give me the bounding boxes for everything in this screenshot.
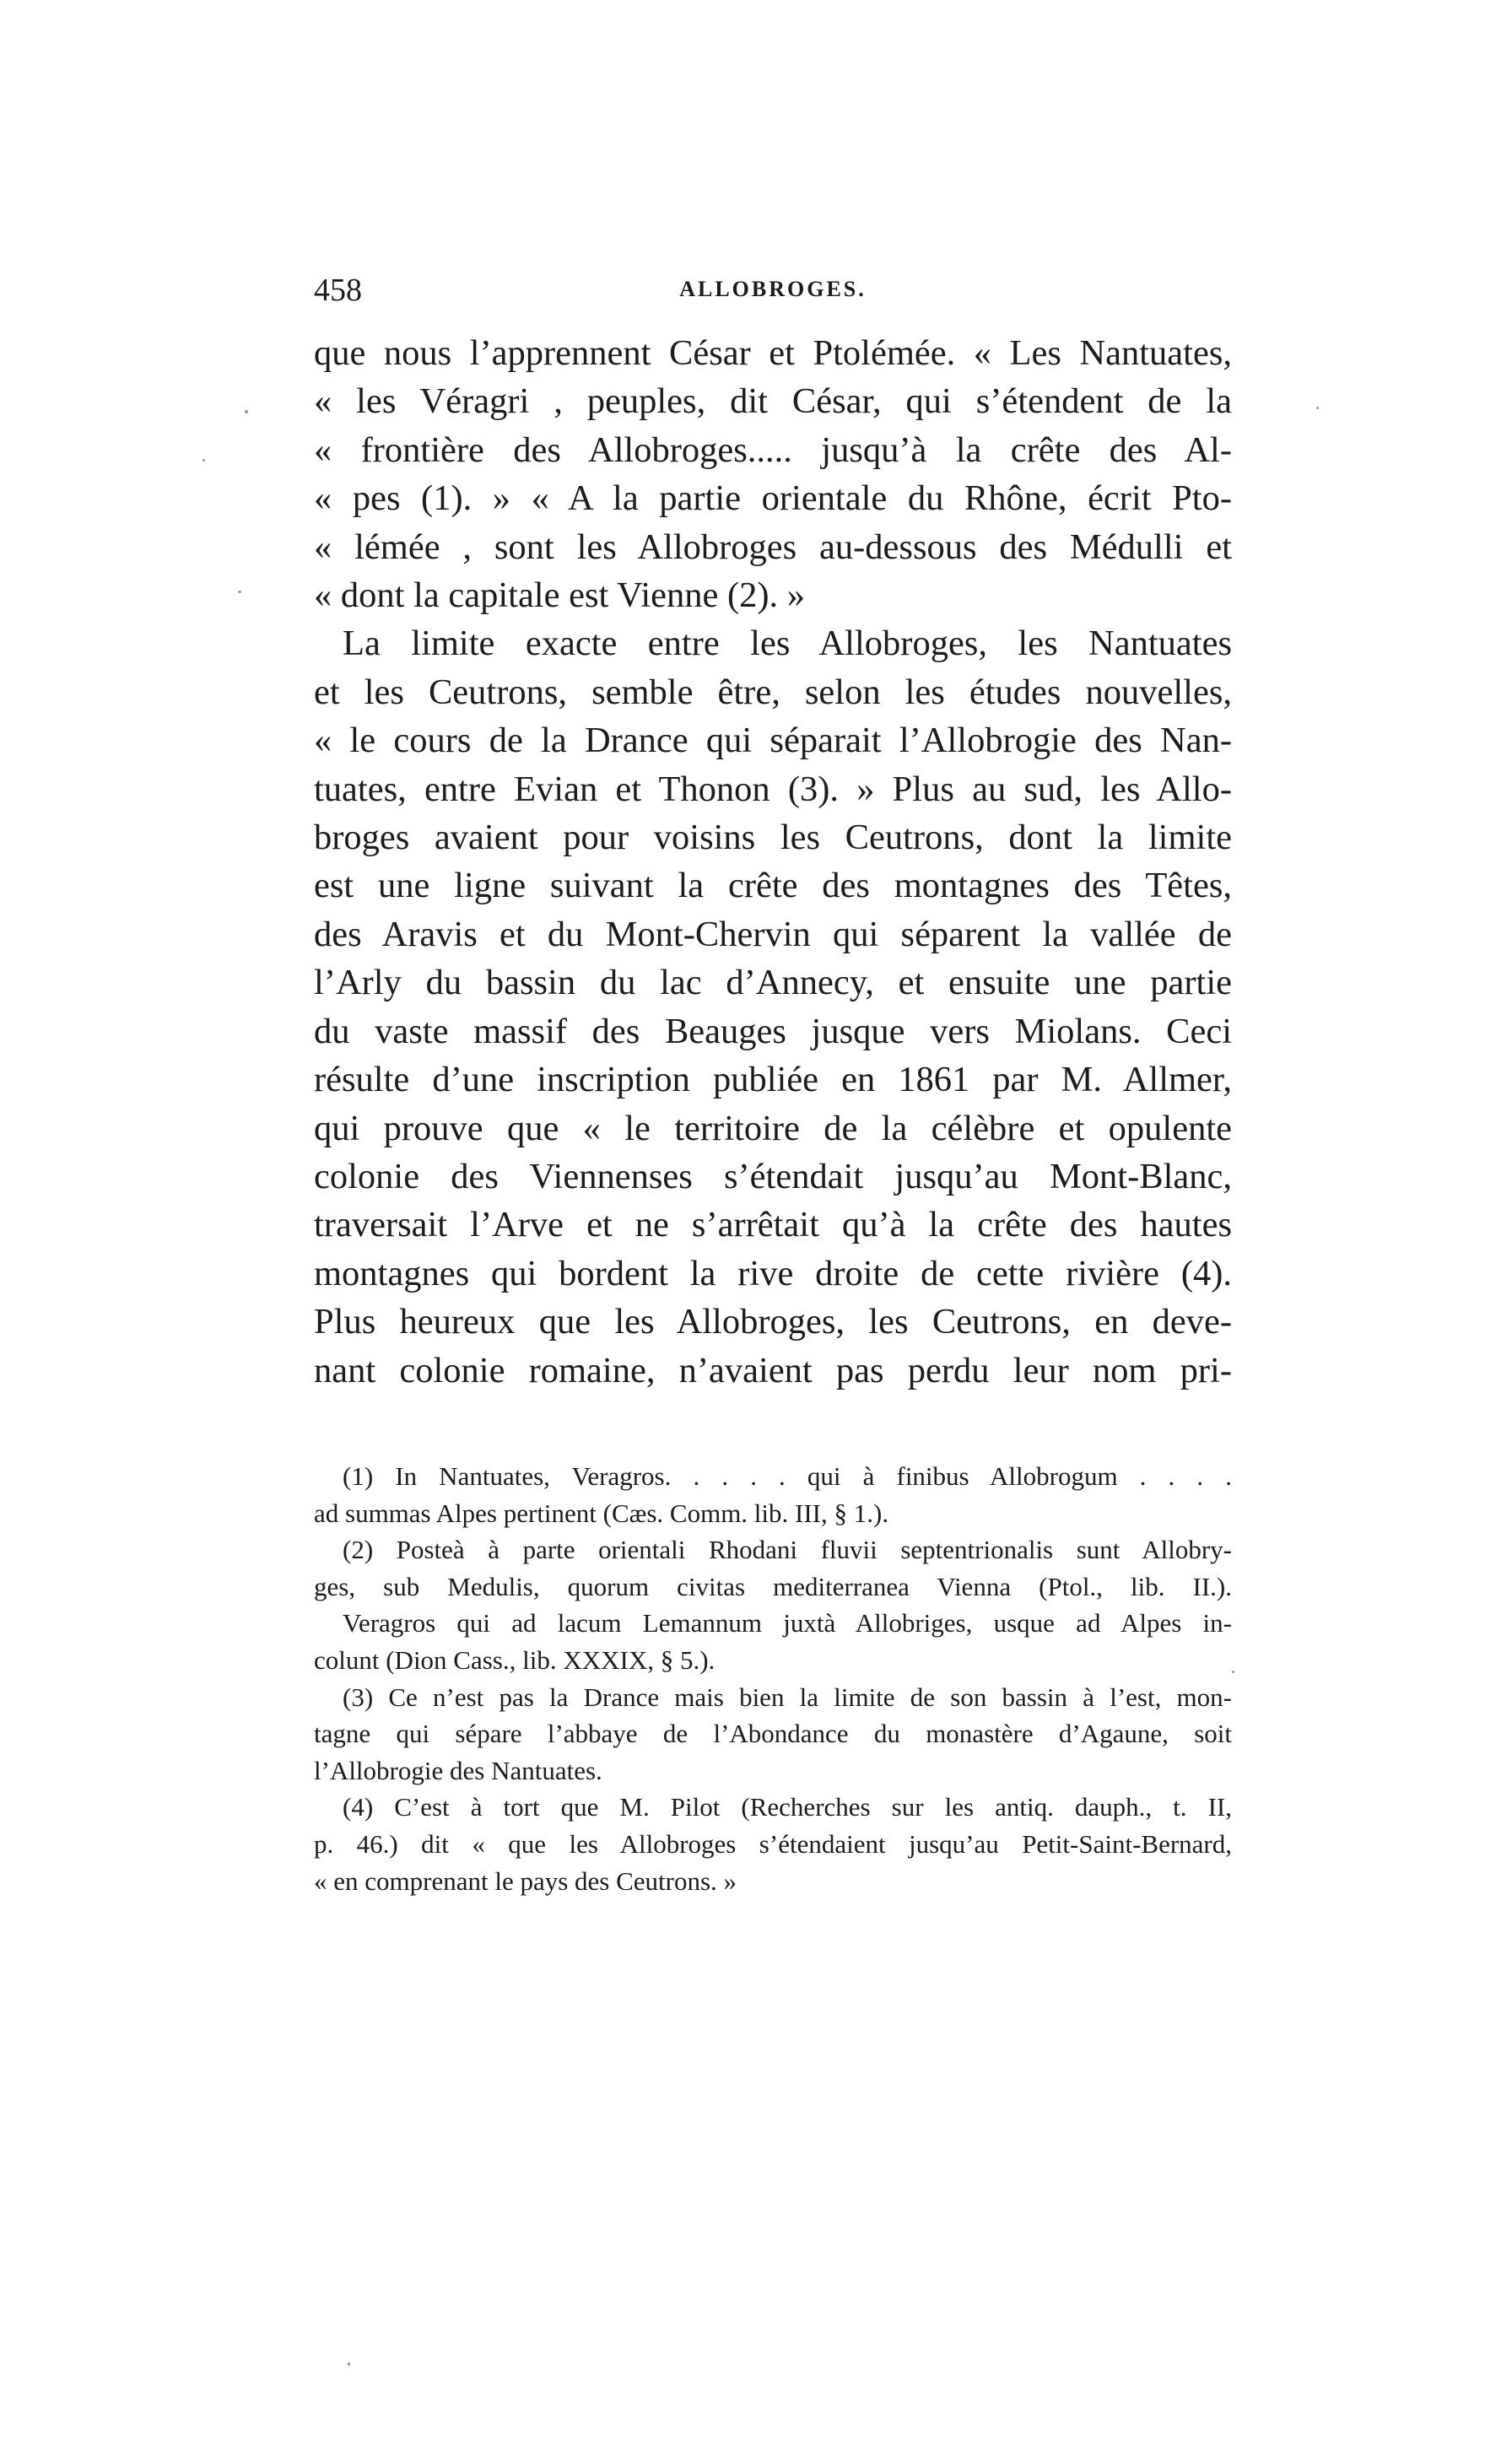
text-line: « frontière des Allobroges..... jusqu’à la crête des Al- — [314, 429, 1232, 470]
text-line: Plus heureux que les Allobroges, les Ceutrons, en deve- — [314, 1302, 1232, 1342]
text-line: résulte d’une inscription publiée en 1861 par M. Allmer, — [314, 1060, 1232, 1100]
text-line: que nous l’apprennent César et Ptolémée. « Les Nantuates, — [314, 333, 1232, 373]
main-text — [314, 329, 1232, 1395]
footnotes — [314, 1458, 1232, 1899]
text-line: colonie des Viennenses s’étendait jusqu’au Mont-Blanc, — [314, 1156, 1232, 1196]
text-line: « pes (1). » « A la partie orientale du Rhône, écrit Pto- — [314, 478, 1232, 519]
text-line: « dont la capitale est Vienne (2). » — [314, 575, 806, 616]
text-line: nant colonie romaine, n’avaient pas perdu leur nom pri- — [314, 1350, 1232, 1390]
text-line: montagnes qui bordent la rive droite de cette rivière (4). — [314, 1253, 1232, 1293]
footnote-line: (2) Posteà à parte orientali Rhodani fluvii septentrionalis sunt Allobry- — [343, 1535, 1232, 1565]
text-line: qui prouve que « le territoire de la célèbre et opulente — [314, 1108, 1232, 1148]
text-line: est une ligne suivant la crête des montagnes des Têtes, — [314, 866, 1232, 906]
text-line: La limite exacte entre les Allobroges, les Nantuates — [343, 624, 1232, 664]
footnote-line: Veragros qui ad lacum Lemannum juxtà Allobriges, usque ad Alpes in- — [343, 1608, 1232, 1638]
page-header — [314, 272, 1232, 312]
footnote-line: ad summas Alpes pertinent (Cæs. Comm. lib. III, § 1.). — [314, 1498, 889, 1528]
paper-speck — [202, 459, 205, 462]
running-head: ALLOBROGES. — [679, 277, 867, 301]
text-line: et les Ceutrons, semble être, selon les études nouvelles, — [314, 672, 1232, 712]
text-line: « les Véragri , peuples, dit César, qui s’étendent de la — [314, 381, 1232, 422]
text-line: des Aravis et du Mont-Chervin qui séparent la vallée de — [314, 914, 1232, 954]
footnote-line: (4) C’est à tort que M. Pilot (Recherches sur les antiq. dauph., t. II, — [343, 1792, 1232, 1822]
footnote-line: colunt (Dion Cass., lib. XXXIX, § 5.). — [314, 1644, 716, 1675]
footnote-line: p. 46.) dit « que les Allobroges s’étendaient jusqu’au Petit-Saint-Bernard, — [314, 1828, 1232, 1859]
footnote-line: (1) In Nantuates, Veragros. . . . . qui à finibus Allobrogum . . . . — [343, 1461, 1232, 1491]
text-line: « lémée , sont les Allobroges au-dessous des Médulli et — [314, 526, 1232, 567]
text-line: du vaste massif des Beauges jusque vers Miolans. Ceci — [314, 1011, 1232, 1051]
paper-speck — [1316, 407, 1319, 409]
text-line: broges avaient pour voisins les Ceutrons, dont la limite — [314, 818, 1232, 858]
footnote-line: ges, sub Medulis, quorum civitas mediterranea Vienna (Ptol., lib. II.). — [314, 1571, 1232, 1601]
paper-speck — [1232, 1671, 1234, 1673]
text-line: « le cours de la Drance qui séparait l’Allobrogie des Nan- — [314, 721, 1232, 761]
text-line: l’Arly du bassin du lac d’Annecy, et ensuite une partie — [314, 963, 1232, 1003]
text-line: traversait l’Arve et ne s’arrêtait qu’à la crête des hautes — [314, 1205, 1232, 1245]
text-line: tuates, entre Evian et Thonon (3). » Plus au sud, les Allo- — [314, 769, 1232, 809]
paper-speck — [238, 591, 241, 593]
footnote-line: tagne qui sépare l’abbaye de l’Abondance du monastère d’Agaune, soit — [314, 1719, 1232, 1749]
footnote-line: (3) Ce n’est pas la Drance mais bien la limite de son bassin à l’est, mon- — [343, 1682, 1232, 1712]
paper-speck — [245, 410, 248, 413]
paper-speck — [348, 2362, 350, 2366]
footnote-line: « en comprenant le pays des Ceutrons. » — [314, 1865, 737, 1896]
footnote-line: l’Allobrogie des Nantuates. — [314, 1755, 602, 1785]
page-number: 458 — [314, 273, 362, 308]
